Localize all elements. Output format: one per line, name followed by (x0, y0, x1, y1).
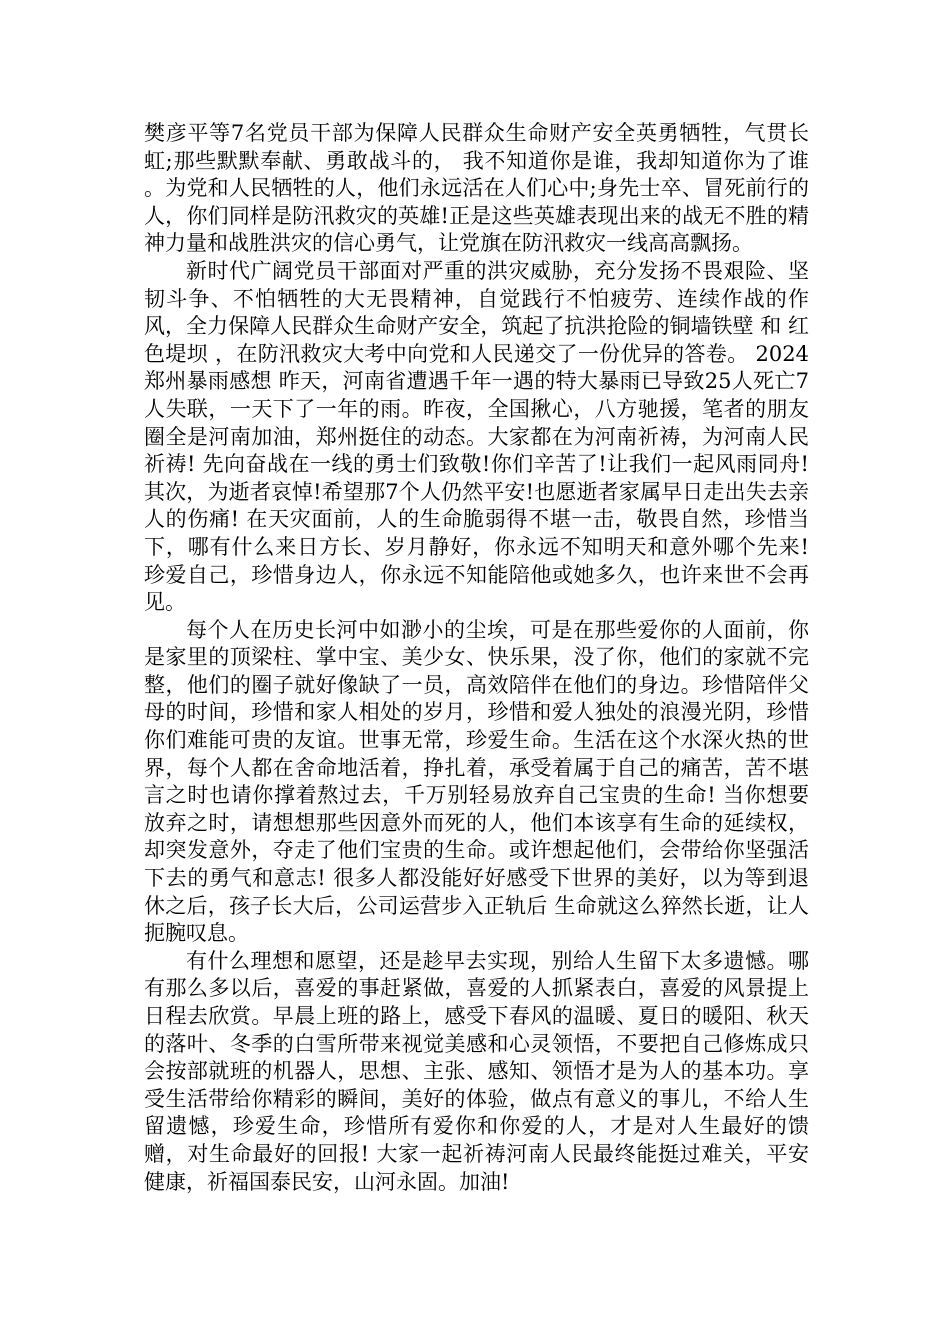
paragraph-1: 樊彦平等7名党员干部为保障人民群众生命财产安全英勇牺牲，气贯长虹;那些默默奉献、勇敢战斗的， 我不知道你是谁，我却知道你为了谁 。为党和人民牺牲的人，他们永远活在人们心中;身先士卒、冒死前行的人，你们同样是防汛救灾的英雄!正是这些英雄表现出来的战无不胜的精神力量和战胜洪灾的信心勇气，让党旗在防汛救灾一线高高飘扬。 (144, 121, 809, 256)
paragraph-4: 有什么理想和愿望，还是趁早去实现，别给人生留下太多遗憾。哪有那么多以后，喜爱的事赶紧做，喜爱的人抓紧表白，喜爱的风景提上日程去欣赏。早晨上班的路上，感受下春风的温暖、夏日的暖阳、秋天的落叶、冬季的白雪所带来视觉美感和心灵领悟，不要把自己修炼成只会按部就班的机器人，思想、主张、感知、领悟才是为人的基本功。享受生活带给你精彩的瞬间，美好的体验，做点有意义的事儿，不给人生留遗憾，珍爱生命，珍惜所有爱你和你爱的人，才是对人生最好的馈赠，对生命最好的回报! 大家一起祈祷河南人民最终能挺过难关，平安健康，祈福国泰民安，山河永固。加油! (144, 948, 809, 1194)
paragraph-3: 每个人在历史长河中如渺小的尘埃，可是在那些爱你的人面前，你是家里的顶梁柱、掌中宝、美少女、快乐果，没了你，他们的家就不完整，他们的圈子就好像缺了一员，高效陪伴在他们的身边。珍惜陪伴父母的时间，珍惜和家人相处的岁月，珍惜和爱人独处的浪漫光阴，珍惜你们难能可贵的友谊。世事无常，珍爱生命。生活在这个水深火热的世界，每个人都在舍命地活着，挣扎着，承受着属于自己的痛苦，苦不堪言之时也请你撑着熬过去，千万别轻易放弃自己宝贵的生命! 当你想要放弃之时，请想想那些因意外而死的人，他们本该享有生命的延续权，却突发意外，夺走了他们宝贵的生命。或许想起他们，会带给你坚强活下去的勇气和意志! 很多人都没能好好感受下世界的美好，以为等到退休之后，孩子长大后，公司运营步入正轨后 生命就这么猝然长逝，让人扼腕叹息。 (144, 617, 809, 946)
paragraph-2: 新时代广阔党员干部面对严重的洪灾威胁，充分发扬不畏艰险、坚韧斗争、不怕牺牲的大无畏精神，自觉践行不怕疲劳、连续作战的作风，全力保障人民群众生命财产安全，筑起了抗洪抢险的铜墙铁壁 和 红色堤坝 ，在防汛救灾大考中向党和人民递交了一份优异的答卷。 2024郑州暴雨感想 昨天，河南省遭遇千年一遇的特大暴雨已导致25人死亡7人失联，一天下了一年的雨。昨夜，全国揪心，八方驰援，笔者的朋友圈全是河南加油，郑州挺住的动态。大家都在为河南祈祷，为河南人民祈祷! 先向奋战在一线的勇士们致敬!你们辛苦了!让我们一起风雨同舟! 其次，为逝者哀悼!希望那7个人仍然平安!也愿逝者家属早日走出失去亲人的伤痛! 在天灾面前，人的生命脆弱得不堪一击，敬畏自然，珍惜当下，哪有什么来日方长、岁月静好，你永远不知明天和意外哪个先来! 珍爱自己，珍惜身边人，你永远不知能陪他或她多久，也许来世不会再见。 (144, 258, 809, 615)
document-body (144, 120, 809, 1196)
